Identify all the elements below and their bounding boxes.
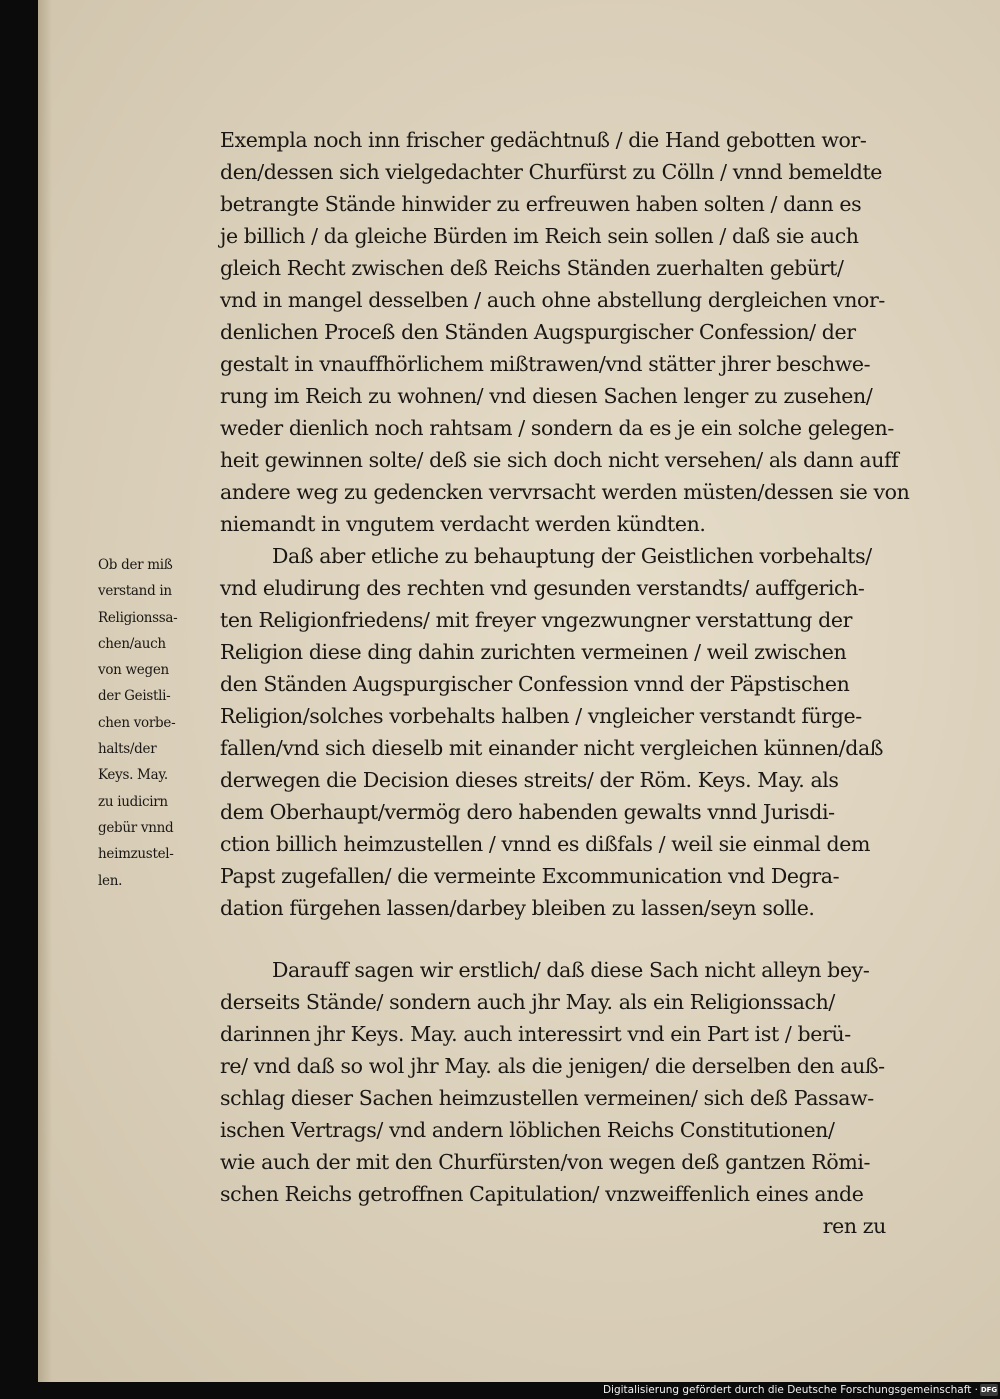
body-line: rung im Reich zu wohnen/ vnd diesen Sachen lenger zu zusehen/	[220, 384, 873, 408]
paragraph-line: dem Oberhaupt/vermög dero habenden gewalts vnnd Jurisdi-	[220, 800, 835, 824]
paragraph-line: re/ vnd daß so wol jhr May. als die jenigen/ die derselben den auß-	[220, 1054, 885, 1078]
body-line: niemandt in vngutem verdacht werden kündten.	[220, 512, 706, 536]
paragraph-gap	[220, 924, 922, 954]
margin-note-line: chen vorbe-	[98, 714, 176, 731]
margin-note	[98, 552, 228, 894]
margin-note-line: len.	[98, 872, 123, 889]
body-line: vnd in mangel desselben / auch ohne abstellung dergleichen vnor-	[220, 288, 885, 312]
page-edge-shadow	[38, 0, 52, 1382]
funding-credit: Digitalisierung gefördert durch die Deutsche Forschungsgemeinschaft ·	[602, 1384, 978, 1396]
margin-note-line: Keys. May.	[98, 767, 168, 784]
paragraph-line: derseits Stände/ sondern auch jhr May. als ein Religionssach/	[220, 990, 835, 1014]
margin-note-line: zu iudicirn	[98, 793, 168, 810]
margin-note-line: heimzustel-	[98, 846, 174, 863]
body-line: Exempla noch inn frischer gedächtnuß / die Hand gebotten wor-	[220, 128, 867, 152]
paragraph-line: derwegen die Decision dieses streits/ der Röm. Keys. May. als	[220, 768, 839, 792]
paragraph-line: ischen Vertrags/ vnd andern löblichen Reichs Constitutionen/	[220, 1118, 835, 1142]
body-line: andere weg zu gedencken vervrsacht werden müsten/dessen sie von	[220, 480, 910, 504]
paragraph-line: Daß aber etliche zu behauptung der Geistlichen vorbehalts/	[272, 544, 872, 568]
paragraph-line: fallen/vnd sich dieselb mit einander nicht vergleichen künnen/daß	[220, 736, 884, 760]
paragraph-line: wie auch der mit den Churfürsten/von wegen deß gantzen Römi-	[220, 1150, 871, 1174]
body-line: heit gewinnen solte/ deß sie sich doch nicht versehen/ als dann auff	[220, 448, 899, 472]
margin-note-line: gebür vnnd	[98, 819, 174, 836]
paragraph-line: dation fürgehen lassen/darbey bleiben zu lassen/seyn solle.	[220, 896, 815, 920]
body-line: gleich Recht zwischen deß Reichs Ständen zuerhalten gebürt/	[220, 256, 844, 280]
body-line: weder dienlich noch rahtsam / sondern da es je ein solche gelegen-	[220, 416, 894, 440]
paragraph-line: Papst zugefallen/ die vermeinte Excommunication vnd Degra-	[220, 864, 840, 888]
body-line: den/dessen sich vielgedachter Churfürst zu Cölln / vnnd bemeldte	[220, 160, 883, 184]
paragraph-line: Religion diese ding dahin zurichten vermeinen / weil zwischen	[220, 640, 847, 664]
paragraph-line: schen Reichs getroffnen Capitulation/ vnzweiffenlich eines ande	[220, 1182, 864, 1206]
paragraph-line: schlag dieser Sachen heimzustellen vermeinen/ sich deß Passaw-	[220, 1086, 874, 1110]
margin-note-line: Ob der miß	[98, 557, 173, 573]
margin-note-line: Religionssa-	[98, 609, 178, 626]
paragraph-line: den Ständen Augspurgischer Confession vnnd der Päpstischen	[220, 672, 850, 696]
main-text-block	[220, 124, 922, 1242]
body-line: gestalt in vnauffhörlichem mißtrawen/vnd stätter jhrer beschwe-	[220, 352, 871, 376]
body-line: betrangte Stände hinwider zu erfreuwen haben solten / dann es	[220, 192, 862, 216]
paragraph-line: darinnen jhr Keys. May. auch interessirt vnd ein Part ist / berü-	[220, 1022, 851, 1046]
catchword: ren zu	[822, 1214, 886, 1238]
margin-note-line: chen/auch	[98, 635, 166, 652]
dfg-logo: DFG	[980, 1386, 998, 1394]
paragraph-line: Darauff sagen wir erstlich/ daß diese Sach nicht alleyn bey-	[272, 958, 870, 982]
paragraph-line: ten Religionfriedens/ mit freyer vngezwungner verstattung der	[220, 608, 853, 632]
body-line: denlichen Proceß den Ständen Augspurgischer Confession/ der	[220, 320, 856, 344]
paragraph-line: ction billich heimzustellen / vnnd es dißfals / weil sie einmal dem	[220, 832, 871, 856]
paragraph-line: Religion/solches vorbehalts halben / vngleicher verstandt fürge-	[220, 704, 862, 728]
margin-note-line: verstand in	[98, 583, 172, 600]
body-line: je billich / da gleiche Bürden im Reich sein sollen / daß sie auch	[220, 224, 859, 248]
margin-note-line: der Geistli-	[98, 688, 171, 705]
margin-note-line: halts/der	[98, 741, 157, 758]
margin-note-line: von wegen	[98, 662, 169, 679]
paragraph-line: vnd eludirung des rechten vnd gesunden verstandts/ auffgerich-	[220, 576, 865, 600]
